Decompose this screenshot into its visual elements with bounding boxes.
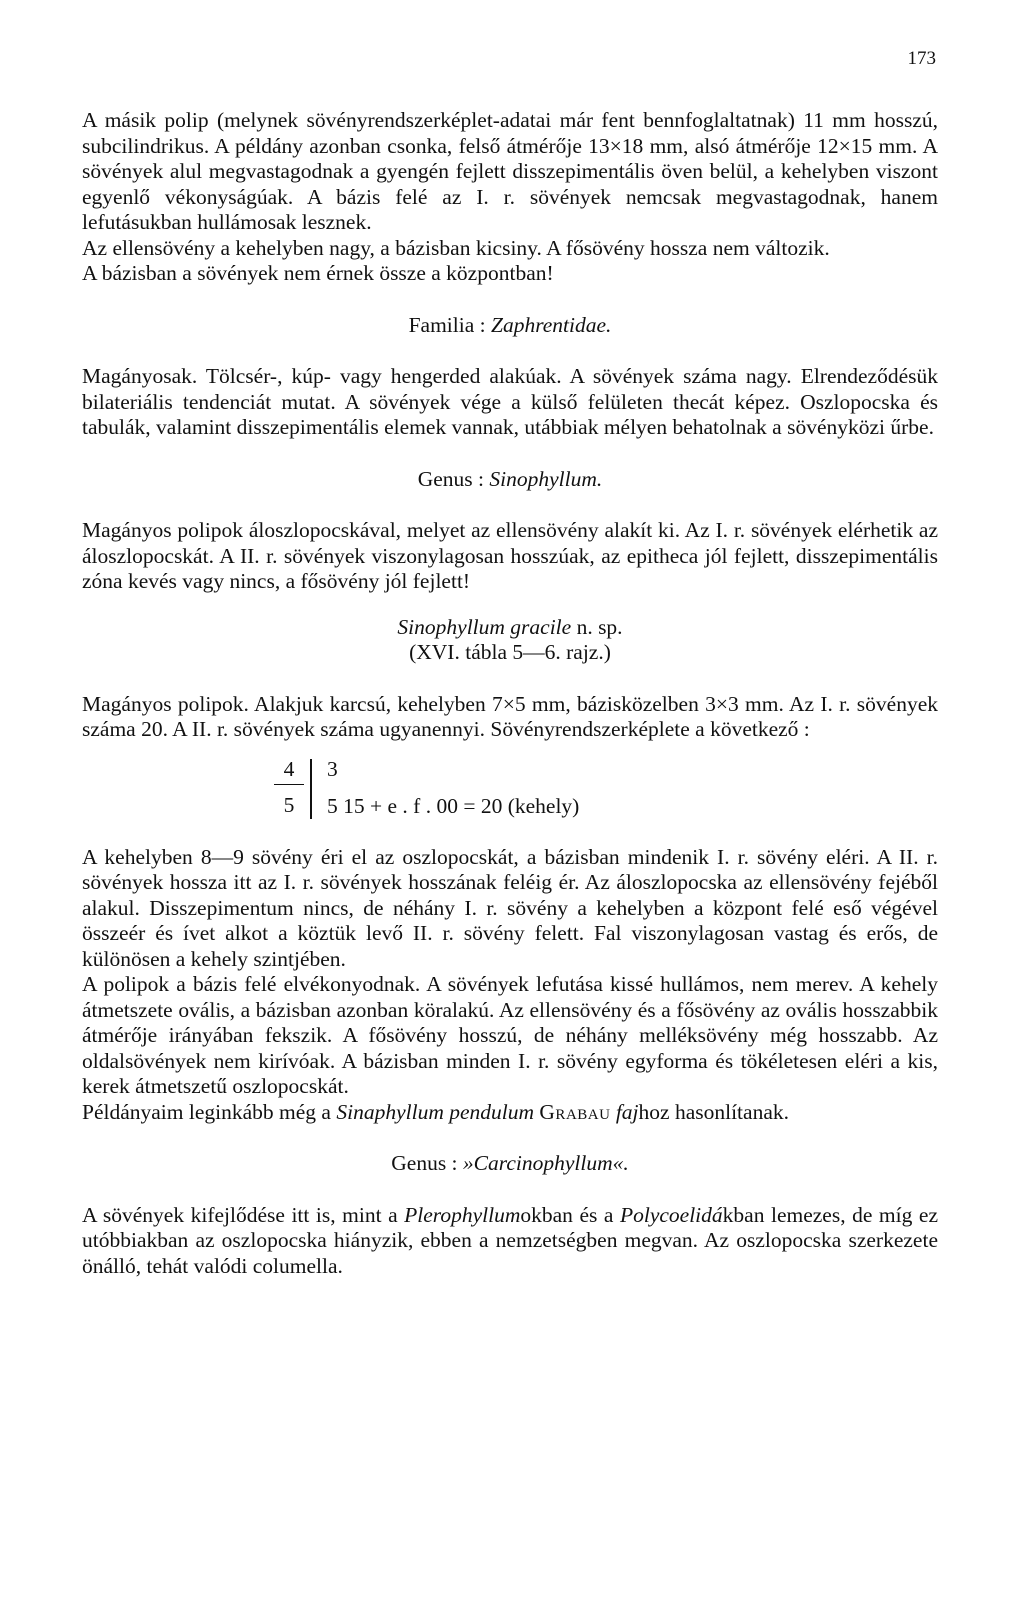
paragraph: A polipok a bázis felé elvékonyodnak. A sövények lefutása kissé hullámos, nem merev. A kehely átmetszete ovális, a bázisban azonban köralakú. Az ellensövény és a fősövény az ovális hosszabbik átmérője irányában fekszik. A fősövény hosszú, de néhány melléksövény még hosszabb. Az oldalsövények nem kirívóak. A bázisban minden I. r. sövény egyforma és tökéletesen eléri a kis, kerek átmetszetű oszlopocskát. [82,972,938,1098]
species-suffix: n. sp. [571,614,623,639]
family-heading-prefix: Familia : [408,312,491,337]
text-run: okban és a [520,1202,620,1227]
formula-bottom-left: 5 [283,793,295,817]
paragraph [82,1203,938,1280]
page-number: 173 [907,48,936,69]
family-heading [82,313,938,339]
formula-top-left: 4 [274,757,304,786]
genus-heading-prefix: Genus : [391,1151,463,1175]
species-name: Sinaphyllum pendulum [336,1099,535,1124]
paragraph: A másik polip (melynek sövényrendszerképlet-adatai már fent bennfoglaltatnak) 11 mm hosszú, subcilindrikus. A példány azonban csonka, felső átmérője 13×18 mm, alsó átmérője 12×15 mm. A sövények alul megvastagodnak a gyengén fejlett disszepimentális öven belül, a kehelyben viszont egyenlő vékonyságúak. A bázis felé az I. r. sövények nemcsak megvastagodnak, hanem lefutásukban hullámosak lesznek. [82,108,938,234]
paragraph: A kehelyben 8—9 sövény éri el az oszlopocskát, a bázisban mindenik I. r. sövény eléri. A II. r. sövények hossza itt az I. r. sövények hosszának feléig ér. Az áloszlopocska az ellensövény fejéből alakul. Disszepimentum nincs, de néhány I. r. sövény a kehelyben a központ felé eső végével összeér és ívet alkot a köztük levő II. r. sövény felett. Fal viszonylagosan vastag és erős, de különösen a kehely szintjében. [82,844,938,971]
species-heading [82,615,938,641]
paragraph: Magányos polipok áloszlopocskával, melyet az ellensövény alakít ki. Az I. r. sövények elérhetik az áloszlopocskát. A II. r. sövények viszonylagosan hosszúak, az epitheca jól fejlett, disszepimentális zóna kevés vagy nincs, a fősövény jól fejlett! [82,518,938,593]
genus-name: Polycoelidá [619,1202,723,1227]
text-run-italic: faj [615,1099,639,1124]
genus-name: »Carcinophyllum«. [462,1151,629,1175]
family-name: Zaphrentidae. [490,312,612,337]
paragraph: A bázisban a sövények nem érnek össze a központban! [82,261,554,285]
text-run: hoz hasonlítanak. [638,1099,789,1124]
genus-name: Sinophyllum. [489,466,603,491]
septal-formula [82,757,938,835]
formula-top-right: 3 [327,756,338,781]
formula-left-fraction [274,757,304,819]
formula-divider [310,759,312,819]
formula-bottom-right: 5 15 + e . f . 00 = 20 (kehely) [327,793,580,818]
text-run: A sövények kifejlődése itt is, mint a [82,1202,405,1227]
author-name: Grabau [539,1099,611,1124]
species-plate-reference: (XVI. tábla 5—6. rajz.) [409,640,611,664]
genus-heading [82,467,938,493]
genus-heading [82,1151,938,1177]
page-body [82,108,938,1279]
species-name: Sinophyllum gracile [397,614,572,639]
paragraph [82,1100,938,1126]
text-run: kban lemezes, de míg ez utóbbiakban az oszlopocska hiányzik, ebben a nemzetségben megvan. Az oszlopocska szerkezete önálló, tehát valódi columella. [82,1202,938,1278]
paragraph: Magányos polipok. Alakjuk karcsú, kehelyben 7×5 mm, bázisközelben 3×3 mm. Az I. r. sövények száma 20. A II. r. sövények száma ugyanennyi. Sövényrendszerképlete a következő : [82,691,938,741]
paragraph: Magányosak. Tölcsér-, kúp- vagy hengerded alakúak. A sövények száma nagy. Elrendeződésük bilateriális tendenciát mutat. A sövények vége a külső felületen thecát képez. Oszlopocska és tabulák, valamint disszepimentális elemek vannak, utábbiak mélyen behatolnak a sövényközi űrbe. [82,364,938,439]
genus-heading-prefix: Genus : [417,466,490,491]
text-run: Példányaim leginkább még a [82,1099,337,1124]
paragraph: Az ellensövény a kehelyben nagy, a bázisban kicsiny. A fősövény hossza nem változik. [82,235,830,260]
genus-name: Plerophyllum [404,1202,521,1227]
